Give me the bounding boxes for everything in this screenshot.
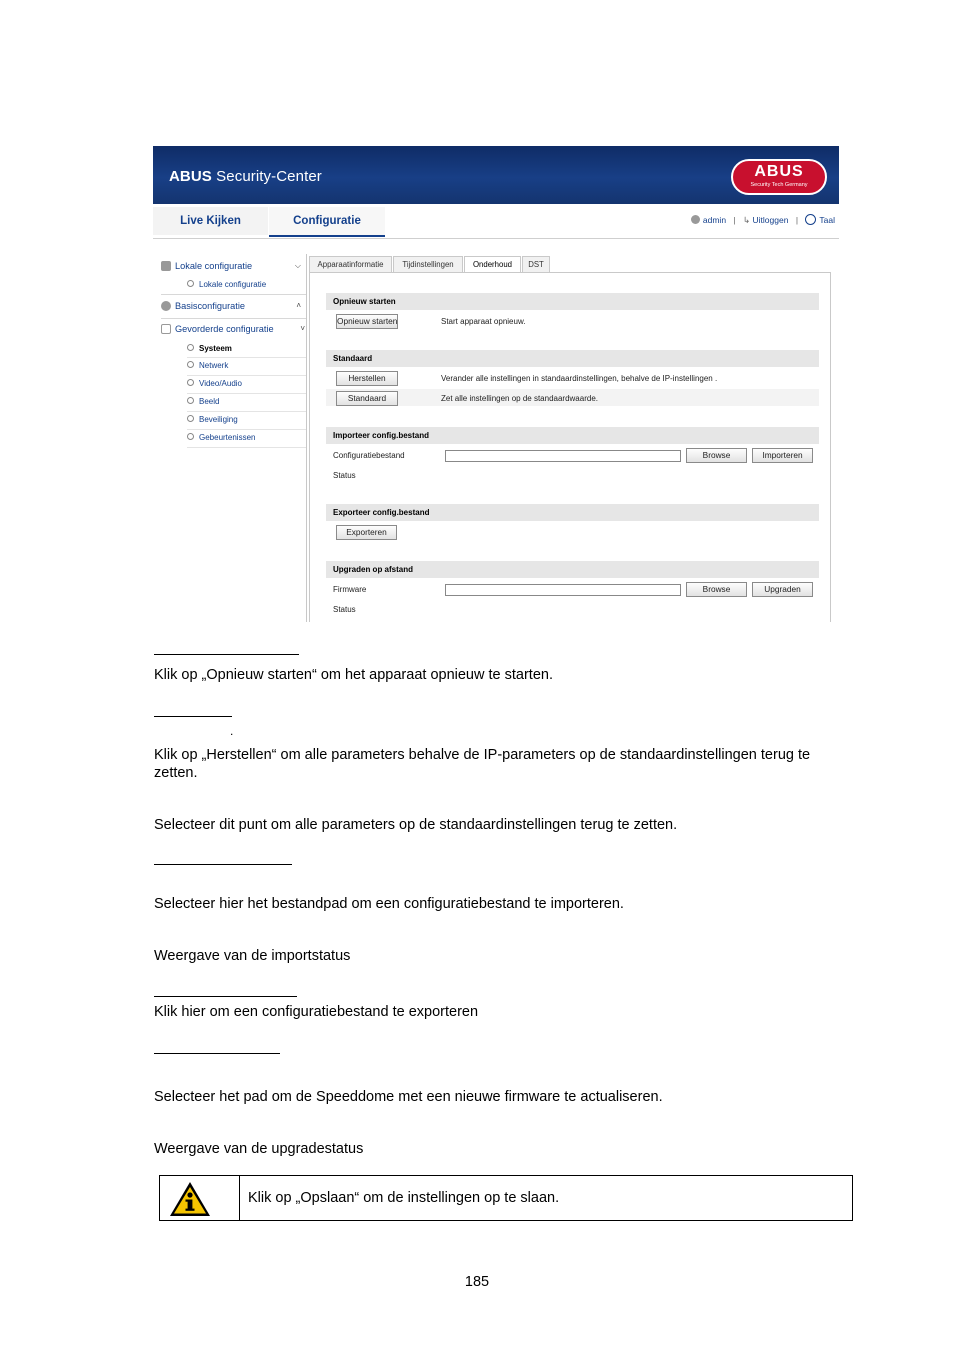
chevron-up-icon: ˄ <box>296 301 301 310</box>
paragraph-default: Selecteer dit punt om alle parameters op de standaardinstellingen terug te zetten. <box>154 817 678 833</box>
restart-button[interactable]: Opnieuw starten <box>336 314 398 329</box>
stray-dot: . <box>230 724 234 738</box>
section-restart-title: Opnieuw starten <box>326 293 819 310</box>
firmware-label: Firmware <box>333 585 367 594</box>
default-description: Zet alle instellingen op de standaardwaarde. <box>441 394 598 403</box>
section-upgrade-title: Upgraden op afstand <box>326 561 819 578</box>
warning-icon <box>168 1180 212 1218</box>
sidebar-subitem-network[interactable]: Netwerk <box>187 361 305 370</box>
sidebar-subitem-local-config[interactable]: Lokale configuratie <box>187 280 305 289</box>
tab-configuration[interactable]: Configuratie <box>269 207 385 237</box>
logout-icon: ↳ <box>743 215 751 225</box>
header-banner <box>153 146 839 204</box>
abus-logo: ABUS Security Tech Germany <box>731 159 827 195</box>
gear-icon <box>161 301 171 311</box>
note-text: Klik op „Opslaan“ om de instellingen op te slaan. <box>248 1190 560 1206</box>
sidebar-subitem-system[interactable]: Systeem <box>187 344 305 353</box>
import-browse-button[interactable]: Browse <box>686 448 747 463</box>
paragraph-restart: Klik op „Opnieuw starten“ om het apparaat opnieuw te starten. <box>154 667 553 683</box>
tab-time-settings[interactable]: Tijdinstellingen <box>393 256 463 272</box>
firmware-file-input[interactable] <box>445 584 681 596</box>
user-icon <box>691 215 700 224</box>
section-export-title: Exporteer config.bestand <box>326 504 819 521</box>
sidebar-item-basic-config[interactable]: Basisconfiguratie ˄ <box>161 301 301 311</box>
upgrade-status-label: Status <box>333 605 356 614</box>
paragraph-restore-line2: zetten. <box>154 765 198 781</box>
tab-maintenance[interactable]: Onderhoud <box>464 256 521 273</box>
config-file-label: Configuratiebestand <box>333 451 405 460</box>
sidebar-subitem-security[interactable]: Beveiliging <box>187 415 305 424</box>
app-title: ABUS Security-Center <box>169 168 322 185</box>
paragraph-import: Selecteer hier het bestandpad om een configuratiebestand te importeren. <box>154 896 624 912</box>
sidebar-item-advanced-config[interactable]: Gevorderde configuratie ˅ <box>161 324 301 334</box>
paragraph-upgrade-status: Weergave van de upgradestatus <box>154 1141 364 1157</box>
main-nav <box>153 204 839 239</box>
import-button[interactable]: Importeren <box>752 448 813 463</box>
monitor-icon <box>161 261 171 271</box>
chevron-down-icon: ⌵ <box>294 261 301 270</box>
maintenance-panel <box>309 272 831 622</box>
paragraph-import-status: Weergave van de importstatus <box>154 948 351 964</box>
tab-dst[interactable]: DST <box>522 256 550 272</box>
default-button[interactable]: Standaard <box>336 391 398 406</box>
paragraph-export: Klik hier om een configuratiebestand te exporteren <box>154 1004 479 1020</box>
user-menu: admin | ↳ Uitloggen | Taal <box>691 214 835 226</box>
logout-link[interactable]: Uitloggen <box>752 215 789 225</box>
paragraph-upgrade: Selecteer het pad om de Speeddome met een nieuwe firmware te actualiseren. <box>154 1089 663 1105</box>
restore-button[interactable]: Herstellen <box>336 371 398 386</box>
tab-device-info[interactable]: Apparaatinformatie <box>309 256 392 272</box>
chevron-down-icon: ˅ <box>300 324 305 333</box>
sidebar-subitem-events[interactable]: Gebeurtenissen <box>187 433 305 442</box>
sidebar-item-local-config[interactable]: Lokale configuratie ⌵ <box>161 261 301 271</box>
paragraph-restore-line1: Klik op „Herstellen“ om alle parameters behalve de IP-parameters op de standaardinstellingen terug te <box>154 747 811 763</box>
export-button[interactable]: Exporteren <box>336 525 397 540</box>
note-box <box>159 1175 853 1221</box>
user-link[interactable]: admin <box>702 215 727 225</box>
restore-description: Verander alle instellingen in standaardinstellingen, behalve de IP-instellingen . <box>441 374 718 383</box>
restart-description: Start apparaat opnieuw. <box>441 317 526 326</box>
language-link[interactable]: Taal <box>819 215 835 225</box>
upgrade-browse-button[interactable]: Browse <box>686 582 747 597</box>
config-file-input[interactable] <box>445 450 681 462</box>
screenshot <box>153 146 839 622</box>
section-default-title: Standaard <box>326 350 819 367</box>
wrench-icon <box>161 324 171 334</box>
upgrade-button[interactable]: Upgraden <box>752 582 813 597</box>
sidebar-subitem-image[interactable]: Beeld <box>187 397 305 406</box>
tab-live-view[interactable]: Live Kijken <box>153 207 268 235</box>
sidebar-subitem-video-audio[interactable]: Video/Audio <box>187 379 305 388</box>
import-status-label: Status <box>333 471 356 480</box>
section-import-title: Importeer config.bestand <box>326 427 819 444</box>
page-number: 185 <box>464 1274 490 1290</box>
globe-icon <box>805 214 816 225</box>
